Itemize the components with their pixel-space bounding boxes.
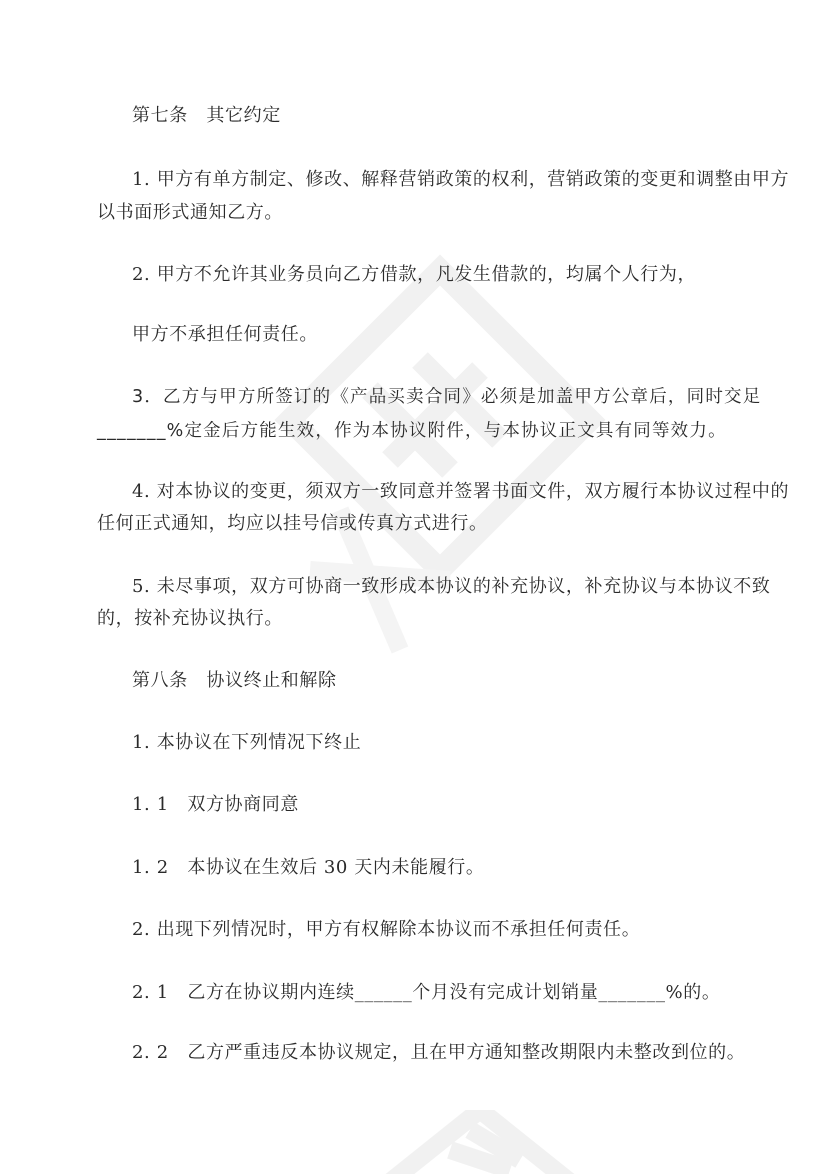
- paragraph-7-1-cont: 以书面形式通知乙方。: [97, 202, 283, 223]
- paragraph-8-2-2: 2. 2 乙方严重违反本协议规定，且在甲方通知整改期限内未整改到位的。: [132, 1042, 746, 1063]
- paragraph-8-2-1: 2. 1 乙方在协议期内连续______个月没有完成计划销量_______%的。: [132, 982, 721, 1003]
- paragraph-7-5: 5. 未尽事项，双方可协商一致形成本协议的补充协议，补充协议与本协议不致: [132, 576, 771, 597]
- paragraph-7-4: 4. 对本协议的变更，须双方一致同意并签署书面文件，双方履行本协议过程中的: [132, 481, 790, 502]
- article-8-heading: 第八条 协议终止和解除: [132, 670, 337, 691]
- paragraph-7-1: 1. 甲方有单方制定、修改、解释营销政策的权利，营销政策的变更和调整由甲方: [132, 169, 790, 190]
- paragraph-8-1-1: 1. 1 双方协商同意: [132, 794, 299, 815]
- paragraph-7-2-cont: 甲方不承担任何责任。: [132, 324, 318, 345]
- paragraph-8-1-2: 1. 2 本协议在生效后 30 天内未能履行。: [132, 857, 485, 878]
- paragraph-8-2: 2. 出现下列情况时，甲方有权解除本协议而不承担任何责任。: [132, 919, 641, 940]
- paragraph-7-4-cont: 任何正式通知，均应以挂号信或传真方式进行。: [97, 513, 488, 534]
- article-7-heading: 第七条 其它约定: [132, 105, 281, 126]
- paragraph-7-3-cont: _______%定金后方能生效，作为本协议附件，与本协议正文具有同等效力。: [97, 421, 727, 441]
- paragraph-8-1: 1. 本协议在下列情况下终止: [132, 732, 362, 753]
- watermark-logo-icon: [360, 1110, 600, 1174]
- paragraph-7-2: 2. 甲方不允许其业务员向乙方借款，凡发生借款的，均属个人行为，: [132, 264, 697, 285]
- paragraph-7-3: 3．乙方与甲方所签订的《产品买卖合同》必须是加盖甲方公章后，同时交足: [132, 387, 762, 407]
- paragraph-7-5-cont: 的，按补充协议执行。: [97, 608, 283, 629]
